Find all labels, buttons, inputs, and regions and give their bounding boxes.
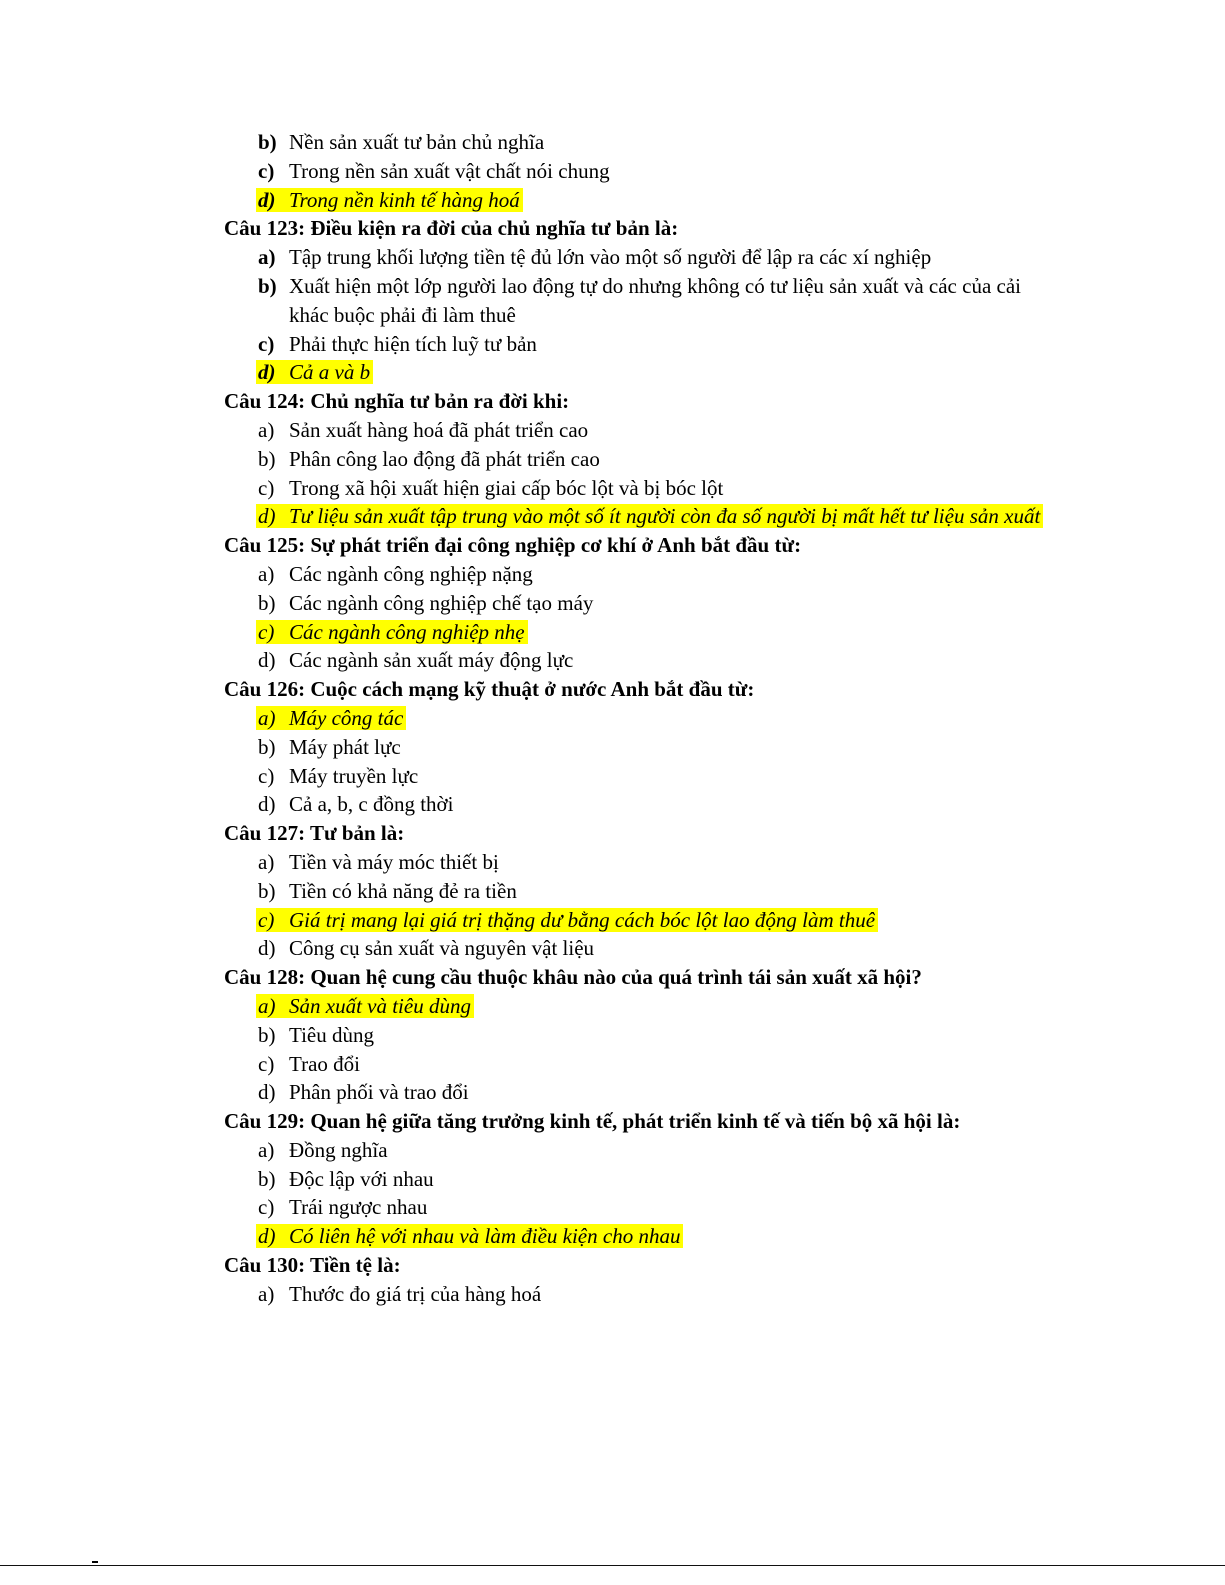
question-heading	[0, 531, 1225, 560]
option-body	[258, 648, 573, 672]
option-text: Cả a và b	[289, 360, 371, 385]
answer-option-correct	[0, 992, 1225, 1021]
option-text: Tiêu dùng	[289, 1022, 374, 1047]
question-heading	[0, 1107, 1225, 1136]
question-text: Câu 129: Quan hệ giữa tăng trưởng kinh tế, phát triển kinh tế và tiến bộ xã hội là:	[224, 1109, 961, 1134]
option-text: Có liên hệ với nhau và làm điều kiện cho nhau	[289, 1224, 681, 1249]
option-label: a)	[258, 417, 275, 442]
option-body	[258, 1023, 374, 1047]
option-text: Các ngành công nghiệp chế tạo máy	[289, 590, 594, 615]
document-page	[0, 128, 1225, 1309]
question-text: Câu 123: Điều kiện ra đời của chủ nghĩa tư bản là:	[224, 216, 679, 241]
option-body	[258, 1282, 541, 1306]
answer-option	[0, 243, 1225, 272]
answer-option-correct	[0, 1222, 1225, 1251]
option-body	[258, 1138, 388, 1162]
option-body	[258, 447, 600, 471]
question-text: Câu 125: Sự phát triển đại công nghiệp cơ khí ở Anh bắt đầu từ:	[224, 533, 802, 558]
question-heading	[0, 675, 1225, 704]
highlighted-answer	[256, 188, 523, 212]
option-label: c)	[258, 1051, 275, 1076]
option-text: Máy truyền lực	[289, 763, 419, 788]
option-body	[258, 1052, 360, 1076]
option-label: c)	[258, 619, 275, 644]
question-heading	[0, 963, 1225, 992]
question-text: Câu 130: Tiền tệ là:	[224, 1253, 401, 1278]
option-body	[258, 936, 594, 960]
answer-option	[0, 790, 1225, 819]
option-text: Trao đổi	[289, 1051, 360, 1076]
option-text: Công cụ sản xuất và nguyên vật liệu	[289, 936, 595, 961]
option-body	[258, 274, 1021, 298]
option-label: a)	[258, 705, 276, 730]
answer-option-correct	[0, 906, 1225, 935]
option-text: Máy phát lực	[289, 734, 401, 759]
option-text: Độc lập với nhau	[289, 1166, 434, 1191]
option-label: d)	[258, 1080, 276, 1105]
answer-option	[0, 589, 1225, 618]
answer-option	[0, 416, 1225, 445]
option-body	[258, 332, 537, 356]
option-text: Các ngành công nghiệp nặng	[289, 561, 533, 586]
option-text: Tiền có khả năng đẻ ra tiền	[289, 878, 517, 903]
option-body	[258, 792, 454, 816]
option-label: b)	[258, 1022, 276, 1047]
option-label: a)	[258, 245, 276, 270]
answer-option	[0, 474, 1225, 503]
option-label: a)	[258, 849, 275, 874]
option-text: Trái ngược nhau	[289, 1195, 428, 1220]
highlighted-answer	[256, 1224, 683, 1248]
option-text: Trong nền kinh tế hàng hoá	[289, 187, 520, 212]
answer-option	[0, 1165, 1225, 1194]
option-continuation	[0, 301, 1225, 330]
option-label: b)	[258, 590, 276, 615]
option-label: c)	[258, 763, 275, 788]
option-label: d)	[258, 360, 276, 385]
highlighted-answer	[256, 706, 406, 730]
answer-option	[0, 445, 1225, 474]
option-text: Máy công tác	[289, 705, 404, 730]
answer-option-correct	[0, 704, 1225, 733]
option-label: d)	[258, 648, 276, 673]
option-text: Phân công lao động đã phát triển cao	[289, 446, 600, 471]
option-text: Xuất hiện một lớp người lao động tự do nhưng không có tư liệu sản xuất và các của cải	[289, 273, 1021, 298]
answer-option-correct	[0, 186, 1225, 215]
answer-option	[0, 330, 1225, 359]
answer-option-correct	[0, 618, 1225, 647]
option-body	[258, 764, 418, 788]
option-text: Sản xuất hàng hoá đã phát triển cao	[289, 417, 589, 442]
option-label: b)	[258, 734, 276, 759]
question-heading	[0, 819, 1225, 848]
option-text: Thước đo giá trị của hàng hoá	[289, 1281, 542, 1306]
option-text: Các ngành công nghiệp nhẹ	[289, 619, 525, 644]
option-label: d)	[258, 1224, 276, 1249]
question-text: Câu 124: Chủ nghĩa tư bản ra đời khi:	[224, 389, 570, 414]
option-body	[258, 562, 533, 586]
option-label: a)	[258, 1281, 275, 1306]
option-body	[258, 879, 517, 903]
answer-option	[0, 560, 1225, 589]
answer-option	[0, 646, 1225, 675]
option-label: b)	[258, 273, 277, 298]
option-label: b)	[258, 1166, 276, 1191]
answer-option	[0, 128, 1225, 157]
option-text: Sản xuất và tiêu dùng	[289, 993, 471, 1018]
option-label: c)	[258, 158, 275, 183]
option-label: b)	[258, 446, 276, 471]
page-edge-mark	[92, 1561, 98, 1563]
option-label: b)	[258, 878, 276, 903]
highlighted-answer	[256, 360, 373, 384]
option-body	[258, 1167, 434, 1191]
option-label: d)	[258, 936, 276, 961]
option-label: d)	[258, 187, 276, 212]
answer-option	[0, 1078, 1225, 1107]
option-label: d)	[258, 792, 276, 817]
answer-option	[0, 762, 1225, 791]
option-body	[258, 850, 499, 874]
option-label: c)	[258, 907, 275, 932]
highlighted-answer	[256, 620, 528, 644]
answer-option-correct	[0, 502, 1225, 531]
option-text: Cả a, b, c đồng thời	[289, 792, 454, 817]
highlighted-answer	[256, 504, 1043, 528]
option-label: a)	[258, 1137, 275, 1162]
option-label: b)	[258, 130, 277, 154]
option-label: c)	[258, 1195, 275, 1220]
answer-option	[0, 1050, 1225, 1079]
answer-option	[0, 848, 1225, 877]
option-text: Tiền và máy móc thiết bị	[289, 849, 499, 874]
highlighted-answer	[256, 908, 878, 932]
option-text: Tập trung khối lượng tiền tệ đủ lớn vào một số người để lập ra các xí nghiệp	[289, 245, 932, 270]
option-label: a)	[258, 561, 275, 586]
answer-option	[0, 877, 1225, 906]
option-text: Trong nền sản xuất vật chất nói chung	[289, 158, 610, 183]
answer-option	[0, 272, 1225, 301]
option-body	[258, 245, 931, 269]
option-text: Giá trị mang lại giá trị thặng dư bằng cách bóc lột lao động làm thuê	[289, 907, 876, 932]
option-text: Các ngành sản xuất máy động lực	[289, 648, 574, 673]
question-text: Câu 127: Tư bản là:	[224, 821, 405, 846]
option-label: d)	[258, 504, 276, 529]
option-body	[258, 159, 610, 183]
option-text: Đồng nghĩa	[289, 1137, 388, 1162]
option-body	[258, 1080, 469, 1104]
question-heading	[0, 214, 1225, 243]
option-body	[258, 735, 401, 759]
answer-option	[0, 157, 1225, 186]
answer-option	[0, 1280, 1225, 1309]
answer-option	[0, 1193, 1225, 1222]
question-text: Câu 126: Cuộc cách mạng kỹ thuật ở nước Anh bắt đầu từ:	[224, 677, 755, 702]
option-text: Phải thực hiện tích luỹ tư bản	[289, 331, 537, 356]
option-text: Trong xã hội xuất hiện giai cấp bóc lột và bị bóc lột	[289, 475, 724, 500]
option-text: Tư liệu sản xuất tập trung vào một số ít người còn đa số người bị mất hết tư liệu sản xuất	[289, 504, 1041, 529]
answer-option-correct	[0, 358, 1225, 387]
question-heading	[0, 387, 1225, 416]
question-heading	[0, 1251, 1225, 1280]
option-label: c)	[258, 331, 275, 356]
option-text: Phân phối và trao đổi	[289, 1080, 469, 1105]
option-label: c)	[258, 475, 275, 500]
page-bottom-border	[0, 1565, 1225, 1566]
highlighted-answer	[256, 994, 474, 1018]
question-text: Câu 128: Quan hệ cung cầu thuộc khâu nào của quá trình tái sản xuất xã hội?	[224, 965, 922, 990]
answer-option	[0, 1021, 1225, 1050]
option-text: khác buộc phải đi làm thuê	[289, 302, 516, 327]
option-body	[258, 1195, 427, 1219]
option-text: Nền sản xuất tư bản chủ nghĩa	[289, 130, 545, 154]
option-label: a)	[258, 993, 276, 1018]
answer-option	[0, 934, 1225, 963]
option-body	[258, 418, 588, 442]
answer-option	[0, 733, 1225, 762]
answer-option	[0, 1136, 1225, 1165]
option-body	[258, 476, 723, 500]
option-body	[258, 591, 593, 615]
option-body	[258, 130, 544, 154]
